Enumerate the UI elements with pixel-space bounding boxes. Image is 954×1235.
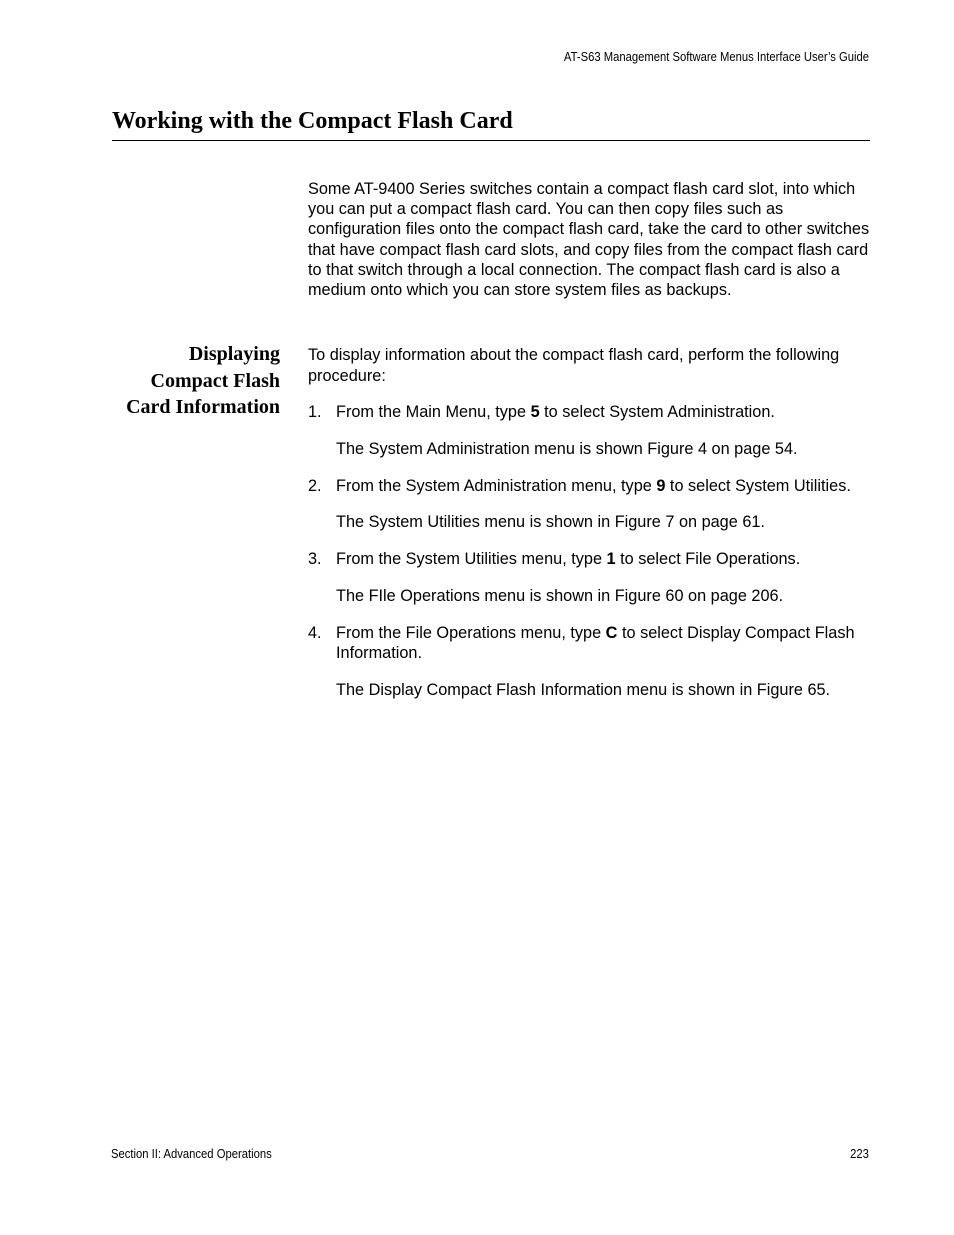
procedure-step (308, 476, 874, 533)
step-instruction: From the Main Menu, type 5 to select System Administration. (336, 403, 775, 421)
step-result: The Display Compact Flash Information menu is shown in Figure 65. (336, 680, 831, 699)
procedure-lead: To display information about the compact flash card, perform the following procedure: (308, 346, 840, 385)
key-to-type: C (605, 623, 618, 642)
step-number: 3. (308, 550, 322, 568)
section-title: Working with the Compact Flash Card (112, 106, 870, 141)
key-to-type: 1 (606, 550, 616, 568)
footer-section-name: Section II: Advanced Operations (111, 1147, 272, 1161)
step-result: The System Administration menu is shown Figure 4 on page 54. (336, 439, 798, 458)
procedure-step (308, 402, 874, 459)
subsection-heading-line: Compact Flash (150, 369, 280, 392)
step-instruction: From the System Utilities menu, type 1 to select File Operations. (336, 550, 801, 568)
step-number: 1. (308, 403, 322, 421)
step-result: The System Utilities menu is shown in Figure 7 on page 61. (336, 513, 765, 531)
running-header: AT-S63 Management Software Menus Interface User’s Guide (563, 50, 869, 64)
subsection-heading-line: Card Information (126, 396, 280, 418)
procedure (308, 345, 874, 717)
intro-paragraph: Some AT-9400 Series switches contain a compact flash card slot, into which you can put a compact flash card. You can then copy files such as configuration files onto the compact flash card, take the card to other switches that have compact flash card slots, and copy files from the compact flash card to that switch through a local connection. The compact flash card is also a medium onto which you can store system files as backups. (308, 180, 870, 300)
step-number: 2. (308, 476, 322, 495)
key-to-type: 5 (530, 403, 540, 421)
step-result: The FIle Operations menu is shown in Figure 60 on page 206. (336, 586, 784, 605)
subsection-heading (100, 341, 280, 421)
procedure-step (308, 549, 874, 606)
step-number: 4. (308, 623, 322, 642)
procedure-step (308, 623, 874, 701)
key-to-type: 9 (656, 476, 666, 495)
footer-page-number: 223 (850, 1147, 869, 1161)
subsection-heading-line: Displaying (188, 343, 280, 365)
step-instruction: From the File Operations menu, type C to select Display Compact Flash Information. (336, 623, 855, 662)
step-instruction: From the System Administration menu, type 9 to select System Utilities. (336, 476, 851, 495)
